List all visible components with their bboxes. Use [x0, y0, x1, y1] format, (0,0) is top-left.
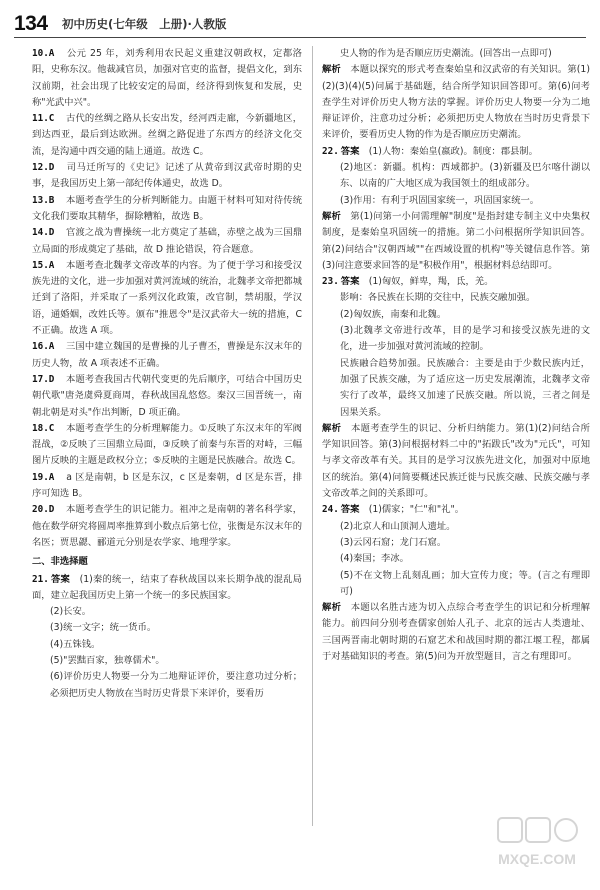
q21-continuation: 史人物的作为是否顺应历史潮流。(回答出一点即可)	[340, 48, 552, 59]
answer-number: 20.D	[32, 504, 55, 516]
answer-number: 14.D	[32, 227, 55, 239]
answer-number: 12.D	[32, 162, 55, 174]
q21-line: (5)"罢黜百家，独尊儒术"。	[50, 654, 165, 666]
watermark-icon	[492, 814, 582, 876]
svg-text:MXQE.COM: MXQE.COM	[498, 851, 576, 867]
q24-line: (2)北京人和山顶洞人遗址。	[340, 520, 456, 532]
answer-number: 13.B	[32, 194, 55, 206]
answer-text: 古代的丝绸之路从长安出发，经河西走廊，今新疆地区，到达西亚，最后到达欧洲。丝绸之路促进了东西方的经济文化交流，是沟通中西交通的陆上通道。故选 C。	[32, 113, 302, 157]
answer-label: 答案	[50, 573, 71, 585]
answer-number: 19.A	[32, 471, 55, 483]
answer-item	[32, 46, 302, 111]
answer-text: 本题考查学生的识记能力。祖冲之是南朝的著名科学家，他在数学研究将圆周率推算到小数点后第七位，张衡是东汉末年的名医；贾思勰、郦道元分别是农学家、地理学家。	[32, 504, 302, 548]
answer-text: 本题考查学生的分析理解能力。①反映了东汉末年的军阀混战，②反映了三国鼎立局面，③反映了前秦与东晋的对峙，三幅图片反映的主题是政权分立；⑤反映的主题是民族融合。故选 C。	[32, 422, 302, 467]
q21-answer	[32, 572, 302, 605]
q23-line: (3)北魏孝文帝进行改革，目的是学习和接受汉族先进的文化，进一步加强对黄河流域的控制。	[340, 325, 590, 353]
column-divider	[312, 46, 313, 826]
watermark-logo	[492, 814, 582, 876]
q23-line: 民族融合趋势加强。民族融合：主要是由于少数民族内迁，加强了民族交融，为了适应这一历史发展潮流，北魏孝文帝实行了改革，最终又加速了民族交融。所以说，三者之间是因果关系。	[340, 357, 590, 418]
q21-line: (4)五铢钱。	[50, 638, 101, 650]
q24-line: (5)不在文物上乱刻乱画；加大宣传力度；等。(言之有理即可)	[340, 569, 590, 597]
answer-item	[32, 502, 302, 551]
page-header	[14, 10, 586, 40]
q24-analysis: 解析 本题以名胜古迹为切入点综合考查学生的识记和分析理解能力。前四问分别考查儒家创始人孔子、北京的远古人类遗址、三国两晋南北朝时期的石窟艺术和战国时期的都江堰工程，都属于对基础知识的考查。第(5)问为开放型题目，言之有理即可。	[322, 602, 590, 662]
answer-number: 17.D	[32, 373, 55, 385]
q21-line: (6)评价历史人物要一分为二地辩证评价，要注意功过分析；必须把历史人物放在当时历史背景下来评价，要看历	[50, 671, 302, 699]
q23-line: (2)匈奴族，南秦和北魏。	[340, 308, 447, 320]
q23-line: 影响：各民族在长期的交往中，民族交融加强。	[340, 292, 536, 304]
answer-text: 三国中建立魏国的是曹操的儿子曹丕，曹操是东汉末年的历史人物，故 A 项表述不正确。	[32, 341, 302, 369]
answer-text: 本题考查学生的分析判断能力。由题干材料可知对待传统文化我们要取其精华，摒除糟粕，故选 B。	[32, 194, 302, 222]
answer-text: 本题考查北魏孝文帝改革的内容。为了便于学习和接受汉族先进的文化，进一步加强对黄河流域的统治，北魏孝文帝把都城迁到了洛阳，并采取了一系列汉化政策，改官制，禁胡服，学汉语，通婚姻，改姓氏等。颁布"推恩令"是汉武帝大一统的措施，C 不正确。故选 A 项。	[32, 259, 302, 337]
q24-line: (3)云冈石窟；龙门石窟。	[340, 536, 447, 548]
q22-line: (3)作用：有利于巩固国家统一，巩固国家统一。	[340, 194, 540, 206]
section-heading: 二、非选择题	[32, 556, 88, 568]
answer-item	[32, 421, 302, 470]
q23-answer: 23. 答案 (1)匈奴，鲜卑，羯，氐，羌。	[322, 276, 494, 288]
answer-number: 15.A	[32, 259, 55, 271]
answer-item	[32, 339, 302, 372]
q21-line: (2)长安。	[50, 606, 92, 618]
left-column	[32, 46, 302, 702]
answer-item	[32, 193, 302, 226]
book-title: 初中历史(七年级 上册)·人教版	[62, 17, 227, 31]
header-rule	[14, 37, 586, 38]
q21-line: (3)统一文字；统一货币。	[50, 622, 157, 634]
answer-item	[32, 225, 302, 258]
answer-text: 本题考查我国古代朝代变更的先后顺序，可结合中国历史朝代歌"唐尧虞舜夏商周，春秋战国乱悠悠。秦汉三国晋统一，南朝北朝是对头"作出判断，D 项正确。	[32, 373, 302, 418]
q22-analysis: 解析 第(1)问第一小问需理解"制度"是指封建专制主义中央集权制度，是秦始皇巩固统一的措施。第二小问根据所学知识回答。第(2)问结合"汉朝西域""在西域设置的机构"等关键信息作答。第(3)问注意要求回答的是"积极作用"，根据材料总结即可。	[322, 210, 590, 271]
q22-line: (2)地区：新疆。机构：西域都护。(3)新疆及巴尔喀什湖以东、以南的广大地区成为我国领土的组成部分。	[340, 162, 590, 190]
answer-text: a 区是南朝，b 区是东汉，c 区是秦朝，d 区是东晋，排序可知选 B。	[32, 471, 302, 500]
right-column	[322, 46, 590, 665]
answer-item	[32, 258, 302, 339]
page-number: 134	[14, 12, 48, 35]
answer-item	[32, 111, 302, 160]
answer-text: 公元 25 年，刘秀利用农民起义重建汉朝政权，定都洛阳，史称东汉。他裁减官员，加强对官吏的监督，提倡文化，到东汉前期，社会出现了比较安定的局面，经济得到恢复和发展，史称"光武中兴"。	[32, 48, 302, 108]
answer-number: 18.C	[32, 422, 55, 434]
q22-answer: 22. 答案 (1)人物：秦始皇(嬴政)。制度：郡县制。	[322, 145, 538, 157]
answer-text: 官渡之战为曹操统一北方奠定了基础，赤壁之战为三国鼎立局面的形成奠定了基础，故 D 推论错误，符合题意。	[32, 227, 302, 255]
q24-answer: 24. 答案 (1)儒家；"仁"和"礼"。	[322, 504, 465, 516]
answer-number: 10.A	[32, 48, 55, 59]
answer-text: (1)秦的统一，结束了春秋战国以来长期争战的混乱局面，建立起我国历史上第一个统一的多民族国家。	[32, 573, 302, 601]
answer-item	[32, 470, 302, 503]
answer-number: 11.C	[32, 113, 55, 125]
answer-text: 司马迁所写的《史记》记述了从黄帝到汉武帝时期的史事，是我国历史上第一部纪传体通史，故选 D。	[32, 162, 302, 190]
answer-number: 16.A	[32, 341, 55, 353]
q23-analysis: 解析 本题考查学生的识记、分析归纳能力。第(1)(2)问结合所学知识回答。第(3)问根据材料二中的"拓跋氏"改为"元氏"，可知与孝文帝改革有关。其目的是学习汉族先进文化，加强对中原地区的统治。第(4)问简要概述民族迁徙与民族交融、民族交融与孝文帝改革之间的关系即可。	[322, 422, 590, 500]
answer-item	[32, 372, 302, 421]
q21-analysis: 解析 本题以探究的形式考查秦始皇和汉武帝的有关知识。第(1)(2)(3)(4)(5)问属于基础题，结合所学知识回答即可。第(6)问考查学生对评价历史人物方法的掌握。评价历史人物要一分为二地辩证评价，注意功过分析；必须把历史人物放在当时历史背景下来评价，要看历史人物的作为是否顺应历史潮流。	[322, 64, 590, 141]
answer-item	[32, 160, 302, 193]
answer-number: 21.	[32, 573, 49, 585]
q24-line: (4)秦国；李冰。	[340, 553, 409, 565]
